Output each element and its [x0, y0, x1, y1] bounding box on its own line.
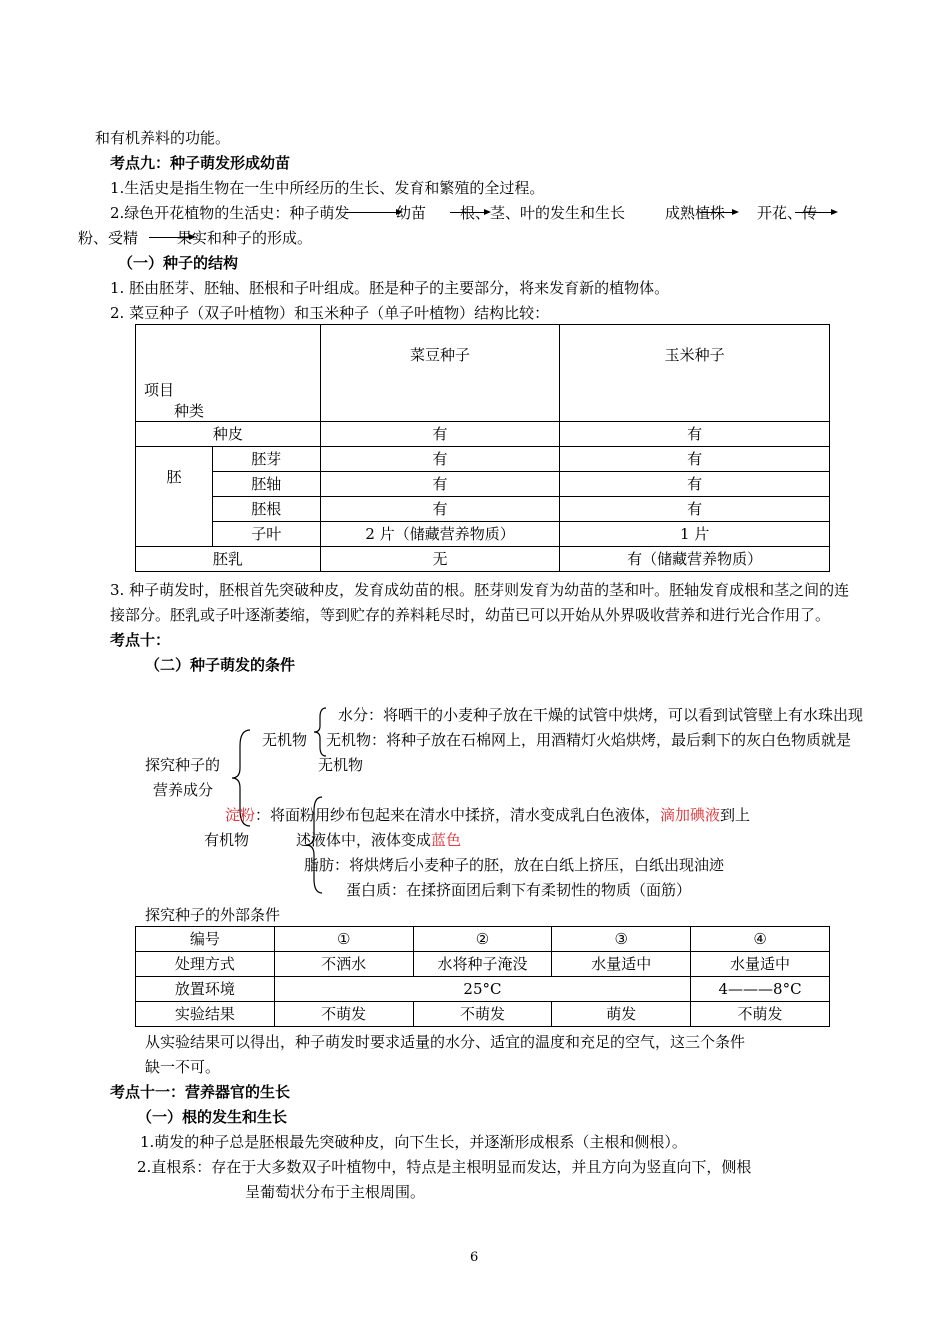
column-header: ②	[413, 927, 552, 952]
section-heading: 考点十一：营养器官的生长	[110, 1083, 291, 1101]
life-history-stage: 果实和种子的形成。	[177, 229, 313, 247]
blue-text: 蓝色	[431, 831, 462, 849]
diagram-root-label: 探究种子的	[145, 756, 221, 774]
fat-note: 脂肪：将烘烤后小麦种子的胚，放在白纸上挤压，白纸出现油迹	[304, 856, 725, 874]
body-line: 1.萌发的种子总是胚根最先突破种皮，向下生长，并逐渐形成根系（主根和侧根）。	[140, 1133, 687, 1151]
starch-label: 淀粉	[225, 806, 256, 824]
body-line: 缺一不可。	[145, 1058, 221, 1076]
table-cell: 有	[320, 472, 560, 497]
row-label: 放置环境	[136, 977, 275, 1002]
table-title: 探究种子的外部条件	[145, 906, 281, 924]
life-history-stage: 粉、受精	[78, 229, 139, 247]
column-header: ③	[552, 927, 691, 952]
table-cell: 水量适中	[552, 952, 691, 977]
row-label: 种皮	[136, 422, 321, 447]
row-label: 实验结果	[136, 1002, 275, 1027]
mineral-note: 无机物	[318, 756, 364, 774]
row-label: 胚根	[212, 497, 320, 522]
life-history-stage: 开花、传	[757, 204, 818, 222]
diagram-root-label: 营养成分	[153, 781, 214, 799]
row-label: 胚芽	[212, 447, 320, 472]
column-header: 玉米种子	[560, 325, 830, 422]
table-cell: 萌发	[552, 1002, 691, 1027]
column-header: ①	[274, 927, 413, 952]
table-cell: 不萌发	[691, 1002, 830, 1027]
body-line: 3. 种子萌发时，胚根首先突破种皮，发育成幼苗的根。胚芽则发育为幼苗的茎和叶。胚轴发育成根和茎之间的连	[110, 581, 850, 599]
column-header: ④	[691, 927, 830, 952]
protein-note: 蛋白质：在揉挤面团后剩下有柔韧性的物质（面筋）	[346, 881, 692, 899]
life-history-stage: 根、茎、叶的发生和生长	[460, 204, 626, 222]
row-group-label: 胚	[136, 447, 213, 547]
starch-text: 述液体中，液体变成	[296, 831, 432, 849]
page-number: 6	[470, 1250, 479, 1265]
column-header: 编号	[136, 927, 275, 952]
table-cell: 2 片（储藏营养物质）	[320, 522, 560, 547]
seed-structure-table	[135, 324, 830, 572]
body-line: 接部分。胚乳或子叶逐渐萎缩，等到贮存的养料耗尽时，幼苗已可以开始从外界吸收营养和进行光合作用了。	[110, 606, 831, 624]
table-cell: 水将种子淹没	[413, 952, 552, 977]
row-label: 胚轴	[212, 472, 320, 497]
iodine-text: 滴加碘液	[660, 806, 721, 824]
table-cell: 水量适中	[691, 952, 830, 977]
table-cell: 有	[320, 447, 560, 472]
table-cell: 不洒水	[274, 952, 413, 977]
arrow-icon	[346, 212, 398, 213]
section-heading: 考点十：	[110, 631, 171, 649]
inorganic-label: 无机物	[262, 731, 308, 749]
row-label: 处理方式	[136, 952, 275, 977]
starch-text: ：将面粉用纱布包起来在清水中揉挤，清水变成乳白色液体，	[255, 806, 661, 824]
table-cell: 1 片	[560, 522, 830, 547]
body-line: 和有机养料的功能。	[95, 129, 231, 147]
experiment-table	[135, 926, 830, 1027]
arrow-icon	[795, 212, 833, 213]
table-cell: 有	[320, 422, 560, 447]
table-cell: 25°C	[274, 977, 690, 1002]
life-history-stage: 幼苗	[396, 204, 427, 222]
table-corner-cell	[136, 325, 321, 422]
table-cell: 无	[320, 547, 560, 572]
subsection-heading: （二）种子萌发的条件	[145, 656, 296, 674]
table-cell: 有	[560, 497, 830, 522]
row-label: 胚乳	[136, 547, 321, 572]
corner-kind-label: 种类	[174, 402, 205, 420]
starch-note	[225, 805, 750, 825]
table-cell: 有	[560, 472, 830, 497]
body-line: 1. 胚由胚芽、胚轴、胚根和子叶组成。胚是种子的主要部分，将来发育新的植物体。	[110, 279, 670, 297]
body-line: 2. 菜豆种子（双子叶植物）和玉米种子（单子叶植物）结构比较：	[110, 304, 550, 322]
starch-note	[296, 830, 461, 850]
life-history-stage: 成熟植株	[665, 204, 726, 222]
body-line: 从实验结果可以得出，种子萌发时要求适量的水分、适宜的温度和充足的空气，这三个条件	[145, 1033, 746, 1051]
water-note: 水分：将晒干的小麦种子放在干燥的试管中烘烤，可以看到试管壁上有水珠出现	[338, 706, 864, 724]
subsection-heading: （一）种子的结构	[118, 254, 239, 272]
organic-label: 有机物	[204, 831, 250, 849]
subsection-heading: （一）根的发生和生长	[137, 1108, 288, 1126]
starch-text: 到上	[720, 806, 751, 824]
life-history-start: 2.绿色开花植物的生活史：种子萌发	[110, 204, 350, 222]
body-line: 呈葡萄状分布于主根周围。	[245, 1183, 426, 1201]
corner-item-label: 项目	[144, 381, 175, 399]
body-line: 1.生活史是指生物在一生中所经历的生长、发育和繁殖的全过程。	[110, 179, 545, 197]
table-cell: 有	[560, 447, 830, 472]
table-cell: 有	[560, 422, 830, 447]
mineral-note: 无机物：将种子放在石棉网上，用酒精灯火焰烘烤，最后剩下的灰白色物质就是	[326, 731, 852, 749]
table-cell: 不萌发	[413, 1002, 552, 1027]
table-cell: 有	[320, 497, 560, 522]
column-header: 菜豆种子	[320, 325, 560, 422]
table-cell: 4———8°C	[691, 977, 830, 1002]
table-cell: 不萌发	[274, 1002, 413, 1027]
section-heading: 考点九：种子萌发形成幼苗	[110, 154, 291, 172]
table-cell: 有（储藏营养物质）	[560, 547, 830, 572]
row-label: 子叶	[212, 522, 320, 547]
body-line: 2.直根系：存在于大多数双子叶植物中，特点是主根明显而发达，并且方向为竖直向下，侧根	[137, 1158, 752, 1176]
arrow-icon	[700, 212, 734, 213]
